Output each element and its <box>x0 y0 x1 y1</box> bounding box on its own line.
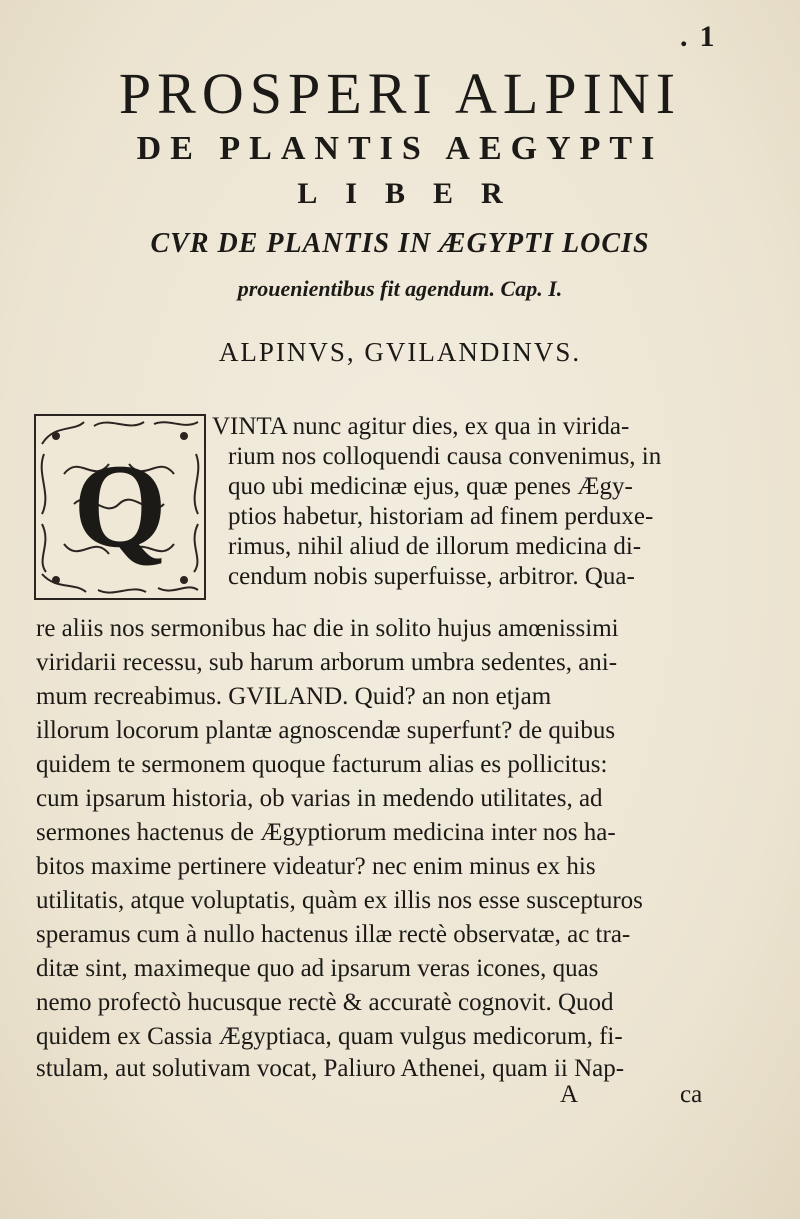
text-line: ditæ sint, maximeque quo ad ipsarum veras icones, quas <box>36 955 599 982</box>
chapter-subheading: prouenientibus fit agendum. Cap. I. <box>237 276 563 301</box>
text-line: quidem te sermonem quoque facturum alias es pollicitus: <box>36 751 608 778</box>
text-line: mum recreabimus. GVILAND. Quid? an non etjam <box>36 683 552 710</box>
text-line: stulam, aut solutivam vocat, Paliuro Athenei, quam ii Nap- <box>36 1055 625 1082</box>
text-line: illorum locorum plantæ agnoscendæ superfunt? de quibus <box>36 717 616 744</box>
text-line: quo ubi medicinæ ejus, quæ penes Ægy- <box>228 473 633 500</box>
text-line: ptios habetur, historiam ad finem perduxe- <box>228 503 654 530</box>
book-subtitle: DE PLANTIS AEGYPTI <box>136 130 664 167</box>
dialogue-speakers: ALPINVS, GVILANDINVS. <box>218 337 582 367</box>
text-line: bitos maxime pertinere videatur? nec enim minus ex his <box>36 853 596 880</box>
text-line: rimus, nihil aliud de illorum medicina di- <box>228 533 642 560</box>
text-line: re aliis nos sermonibus hac die in solito hujus amœnissimi <box>36 615 619 642</box>
page-number: . 1 <box>680 20 715 53</box>
text-line: cum ipsarum historia, ob varias in medendo utilitates, ad <box>36 785 603 812</box>
text-line: VINTA nunc agitur dies, ex qua in virida- <box>212 413 630 440</box>
drop-cap-letter: Q <box>73 439 167 572</box>
chapter-heading: CVR DE PLANTIS IN ÆGYPTI LOCIS <box>150 228 650 259</box>
drop-cap-ornament <box>34 414 206 600</box>
text-line: cendum nobis superfuisse, arbitror. Qua- <box>228 563 635 590</box>
page-title: PROSPERI ALPINI <box>118 61 682 126</box>
text-line: utilitatis, atque voluptatis, quàm ex illis nos esse suscepturos <box>36 887 643 914</box>
text-line: quidem ex Cassia Ægyptiaca, quam vulgus medicorum, fi- <box>36 1023 623 1050</box>
text-line: rium nos colloquendi causa convenimus, in <box>228 443 662 470</box>
text-line: nemo profectò hucusque rectè & accuratè cognovit. Quod <box>36 989 614 1016</box>
text-line: speramus cum à nullo hactenus illæ rectè observatæ, ac tra- <box>36 921 631 948</box>
text-line: viridarii recessu, sub harum arborum umbra sedentes, ani- <box>36 649 618 676</box>
text-line: sermones hactenus de Ægyptiorum medicina inter nos ha- <box>36 819 616 846</box>
signature-mark: A <box>560 1081 579 1108</box>
liber-label: LIBER <box>297 177 531 210</box>
catchword: ca <box>680 1081 703 1108</box>
